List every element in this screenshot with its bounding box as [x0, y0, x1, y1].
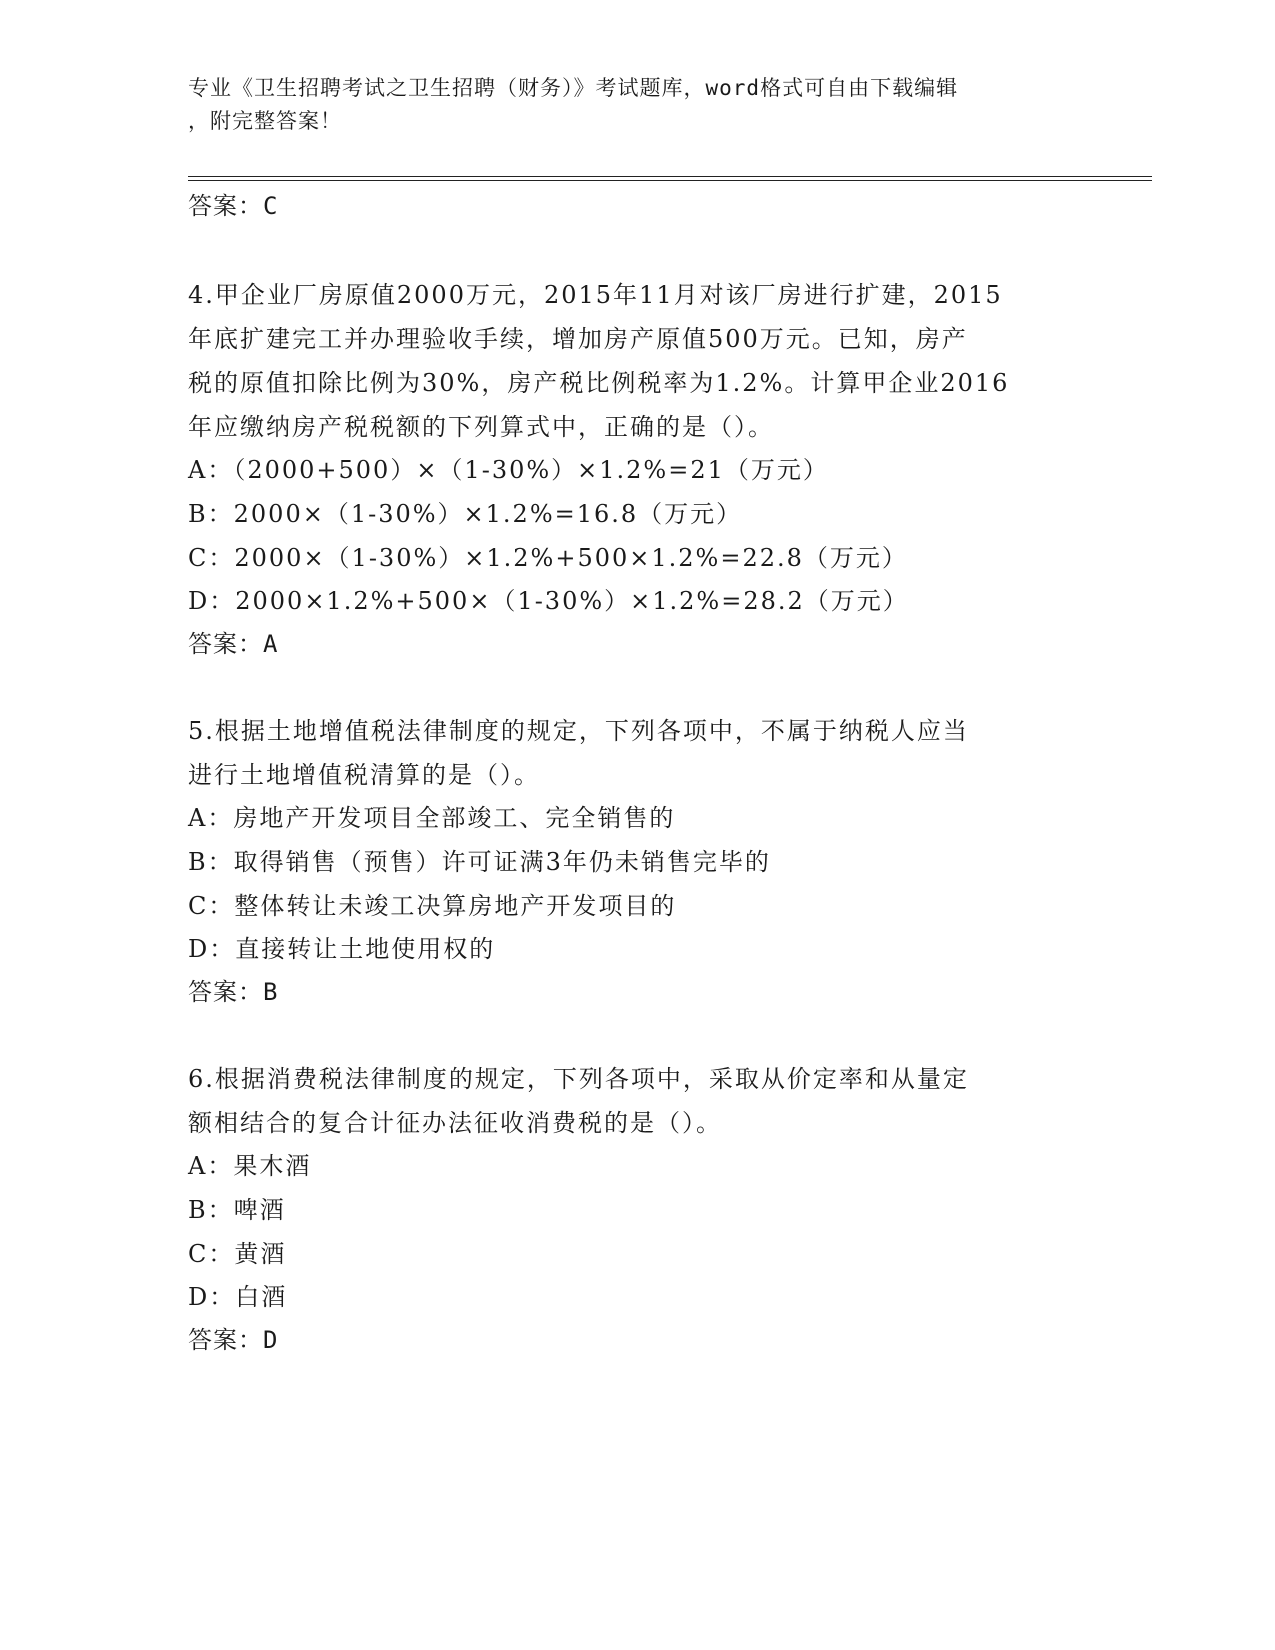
q5-option-d: D：直接转让土地使用权的 [188, 935, 496, 963]
q6-stem-line-2: 额相结合的复合计征办法征收消费税的是（）。 [188, 1109, 722, 1137]
q6-option-b: B：啤酒 [188, 1196, 286, 1224]
q4-stem-line-3: 税的原值扣除比例为30%，房产税比例税率为1.2%。计算甲企业2016 [188, 369, 1010, 397]
q5-option-a: A：房地产开发项目全部竣工、完全销售的 [188, 804, 676, 832]
q4-option-c: C：2000×（1-30%）×1.2%+500×1.2%=22.8（万元） [188, 544, 908, 572]
q4-stem-line-1: 4.甲企业厂房原值2000万元，2015年11月对该厂房进行扩建，2015 [188, 281, 1003, 309]
q6-option-a: A：果木酒 [188, 1152, 312, 1180]
q6-answer: 答案：D [188, 1326, 279, 1354]
q4-answer: 答案：A [188, 630, 279, 658]
q4-option-a: A：（2000+500）×（1-30%）×1.2%=21（万元） [188, 456, 829, 484]
q4-option-d: D：2000×1.2%+500×（1-30%）×1.2%=28.2（万元） [188, 587, 909, 615]
header-line-1: 专业《卫生招聘考试之卫生招聘（财务）》考试题库，word格式可自由下载编辑 [188, 76, 959, 100]
q4-option-b: B：2000×（1-30%）×1.2%=16.8（万元） [188, 500, 743, 528]
header-note [188, 72, 1068, 138]
answer-previous: 答案：C [188, 192, 279, 220]
q5-stem-line-2: 进行土地增值税清算的是（）。 [188, 761, 540, 789]
header-divider [188, 176, 1152, 181]
q5-answer: 答案：B [188, 978, 279, 1006]
q5-stem-line-1: 5.根据土地增值税法律制度的规定，下列各项中，不属于纳税人应当 [188, 717, 969, 745]
q5-option-b: B：取得销售（预售）许可证满3年仍未销售完毕的 [188, 848, 771, 876]
q5-option-c: C：整体转让未竣工决算房地产开发项目的 [188, 892, 677, 920]
header-line-2: ，附完整答案！ [188, 109, 342, 133]
q4-stem-line-2: 年底扩建完工并办理验收手续，增加房产原值500万元。已知，房产 [188, 325, 968, 353]
q4-stem-line-4: 年应缴纳房产税税额的下列算式中，正确的是（）。 [188, 413, 774, 441]
q6-option-d: D：白酒 [188, 1283, 288, 1311]
q6-stem-line-1: 6.根据消费税法律制度的规定，下列各项中，采取从价定率和从量定 [188, 1065, 969, 1093]
q6-option-c: C：黄酒 [188, 1240, 287, 1268]
